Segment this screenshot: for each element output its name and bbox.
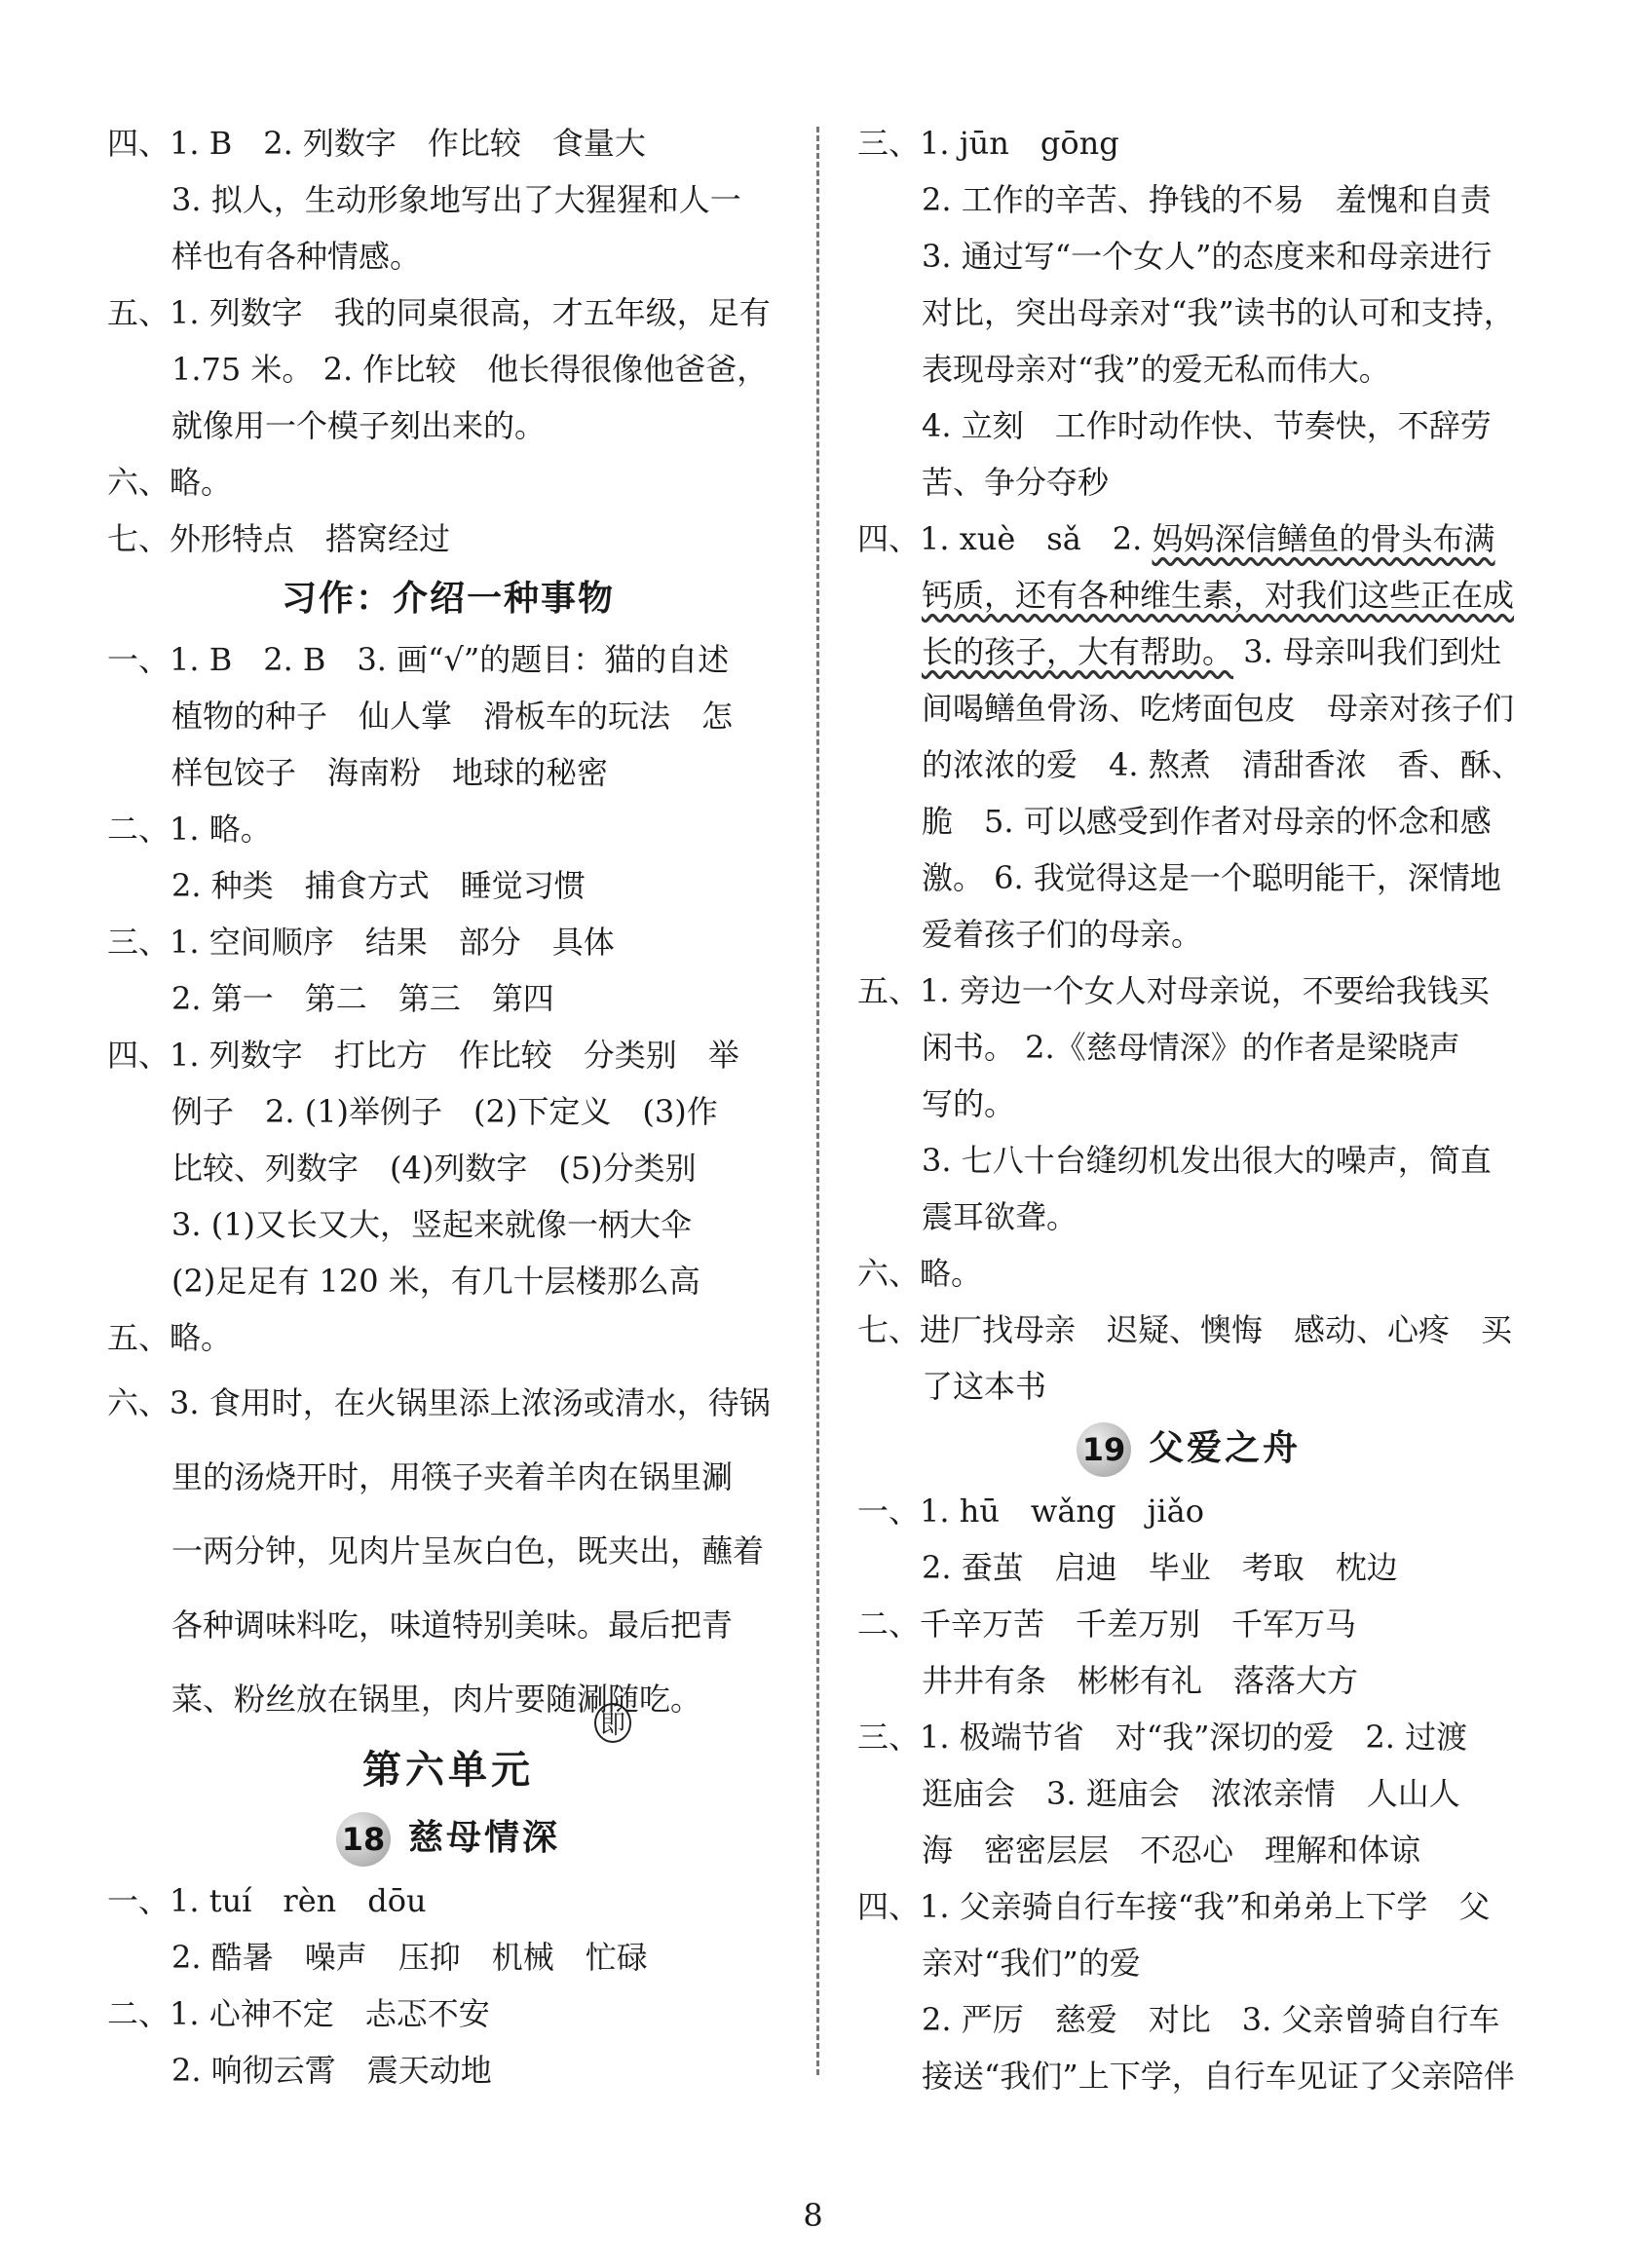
answer-line: 亲对“我们”的爱 <box>922 1945 1141 1982</box>
answer-line: 二、1. 略。 <box>107 811 272 848</box>
answer-line: 五、1. 列数字 我的同桌很高，才五年级，足有 <box>107 294 771 331</box>
answer-line: 一两分钟，见肉片呈灰白色，既夹出，蘸着 <box>171 1532 765 1569</box>
answer-line: 植物的种子 仙人掌 滑板车的玩法 怎 <box>171 698 734 735</box>
answer-line: 震耳欲聋。 <box>922 1198 1078 1235</box>
answer-line: 对比，突出母亲对“我”读书的认可和支持， <box>922 294 1515 331</box>
column-divider <box>816 127 819 2075</box>
answer-line: 四、1. xuè sǎ 2. 妈妈深信鳝鱼的骨头布满 <box>857 520 1495 557</box>
answer-line: 井井有条 彬彬有礼 落落大方 <box>922 1662 1359 1699</box>
answer-line: 六、略。 <box>857 1255 983 1292</box>
answer-line: 里的汤烧开时，用筷子夹着羊肉在锅里涮 <box>171 1458 734 1495</box>
lesson-name: 慈母情深 <box>407 1818 560 1858</box>
answer-line: 六、3. 食用时，在火锅里添上浓汤或清水，待锅 <box>107 1384 771 1421</box>
answer-block <box>107 1872 789 2098</box>
answer-line: 2. 响彻云霄 震天动地 <box>171 2052 492 2089</box>
lesson-name: 父爱之舟 <box>1148 1428 1301 1468</box>
answer-line: 的浓浓的爱 4. 熬煮 清甜香浓 香、酥、 <box>922 746 1523 783</box>
answer-line: 一、1. hū wǎng jiǎo <box>857 1493 1204 1530</box>
answer-line: 激。 6. 我觉得这是一个聪明能干，深情地 <box>922 859 1501 896</box>
answer-line: 五、1. 旁边一个女人对母亲说，不要给我钱买 <box>857 972 1490 1009</box>
answer-line: 脆 5. 可以感受到作者对母亲的怀念和感 <box>922 803 1492 840</box>
answer-block <box>857 115 1520 510</box>
answer-line: 写的。 <box>922 1085 1016 1122</box>
answer-block <box>107 631 789 1740</box>
answer-line: 3. 通过写“一个女人”的态度来和母亲进行 <box>922 238 1493 275</box>
answer-line: 例子 2. (1)举例子 (2)下定义 (3)作 <box>171 1093 718 1130</box>
answer-block <box>857 1483 1520 2104</box>
wavy-underline-text: 妈妈深信鳝鱼的骨头布满 <box>1152 520 1495 557</box>
wavy-underline-text: 钙质，还有各种维生素，对我们这些正在成 <box>922 577 1515 614</box>
answer-line: 3. (1)又长又大，竖起来就像一柄大伞 <box>171 1206 693 1243</box>
answer-line: 苦、争分夺秒 <box>922 464 1110 501</box>
answer-line: 三、1. 空间顺序 结果 部分 具体 <box>107 924 615 961</box>
answer-line: 三、1. 极端节省 对“我”深切的爱 2. 过渡 <box>857 1719 1468 1756</box>
answer-line: 四、1. 列数字 打比方 作比较 分类别 举 <box>107 1037 739 1074</box>
answer-line: 逛庙会 3. 逛庙会 浓浓亲情 人山人 <box>922 1775 1460 1812</box>
answer-line: (2)足足有 120 米，有几十层楼那么高 <box>171 1263 700 1300</box>
answer-line: 菜、粉丝放在锅里，肉片要随涮随吃。 <box>171 1681 702 1718</box>
answer-line: 各种调味料吃，味道特别美味。最后把青 <box>171 1606 734 1644</box>
answer-line: 比较、列数字 (4)列数字 (5)分类别 <box>171 1150 697 1187</box>
lesson-number-badge: 18 <box>336 1812 391 1867</box>
answer-line: 长的孩子，大有帮助。 3. 母亲叫我们到灶 <box>922 633 1501 670</box>
answer-line: 七、外形特点 搭窝经过 <box>107 520 451 557</box>
section-title: 习作：介绍一种事物 <box>281 579 615 619</box>
answer-block <box>107 115 789 567</box>
answer-line: 爱着孩子们的母亲。 <box>922 916 1203 953</box>
answer-line: 了这本书 <box>922 1368 1047 1405</box>
answer-line: 五、略。 <box>107 1319 233 1356</box>
answer-line: 2. 工作的辛苦、挣钱的不易 羞愧和自责 <box>922 181 1492 218</box>
answer-line: 一、1. B 2. B 3. 画“√”的题目：猫的自述 <box>107 641 730 678</box>
answer-line: 3. 七八十台缝纫机发出很大的噪声，简直 <box>922 1142 1492 1179</box>
answer-line: 二、1. 心神不定 忐忑不安 <box>107 1995 490 2032</box>
answer-line: 接送“我们”上下学，自行车见证了父亲陪伴 <box>922 2058 1515 2095</box>
lesson-title <box>857 1415 1520 1483</box>
answer-line: 七、进厂找母亲 迟疑、懊悔 感动、心疼 买 <box>857 1311 1513 1348</box>
answer-line: 2. 蚕茧 启迪 毕业 考取 枕边 <box>922 1549 1398 1586</box>
answer-line: 样也有各种情感。 <box>171 238 422 275</box>
answer-line: 一、1. tuí rèn dōu <box>107 1882 427 1919</box>
wavy-underline-text: 长的孩子，大有帮助。 <box>922 633 1234 670</box>
answer-line: 1.75 米。 2. 作比较 他长得很像他爸爸， <box>171 351 769 388</box>
answer-line: 2. 酷暑 噪声 压抑 机械 忙碌 <box>171 1939 648 1976</box>
answer-line: 表现母亲对“我”的爱无私而伟大。 <box>922 351 1390 388</box>
answer-line: 2. 种类 捕食方式 睡觉习惯 <box>171 867 586 904</box>
answer-line: 闲书。 2.《慈母情深》的作者是梁晓声 <box>922 1029 1460 1066</box>
answer-line: 就像用一个模子刻出来的。 <box>171 407 547 444</box>
answer-line: 二、千辛万苦 千差万别 千军万马 <box>857 1606 1357 1643</box>
answer-line: 3. 拟人，生动形象地写出了大猩猩和人一 <box>171 181 741 218</box>
answer-line <box>857 567 1520 624</box>
answer-line: 海 密密层层 不忍心 理解和体谅 <box>922 1832 1421 1869</box>
page-number: 8 <box>803 2197 823 2234</box>
answer-line: 间喝鳝鱼骨汤、吃烤面包皮 母亲对孩子们 <box>922 690 1515 727</box>
right-column <box>857 115 1523 2104</box>
answer-line: 四、1. 父亲骑自行车接“我”和弟弟上下学 父 <box>857 1888 1491 1925</box>
proof-mark-ji: 即 <box>594 1703 631 1743</box>
answer-line: 2. 第一 第二 第三 第四 <box>171 980 554 1017</box>
answer-line: 四、1. B 2. 列数字 作比较 食量大 <box>107 125 646 162</box>
answer-line: 4. 立刻 工作时动作快、节奏快，不辞劳 <box>922 407 1492 444</box>
left-column <box>107 115 789 2098</box>
answer-line: 2. 严厉 慈爱 对比 3. 父亲曾骑自行车 <box>922 2001 1500 2038</box>
unit-title: 第六单元 <box>362 1748 534 1793</box>
answer-line: 三、1. jūn gōng <box>857 125 1119 162</box>
answer-line: 六、略。 <box>107 464 233 501</box>
answer-line: 样包饺子 海南粉 地球的秘密 <box>171 754 609 791</box>
lesson-title <box>107 1804 789 1872</box>
answer-block <box>857 680 1523 1415</box>
lesson-number-badge: 19 <box>1077 1422 1131 1477</box>
